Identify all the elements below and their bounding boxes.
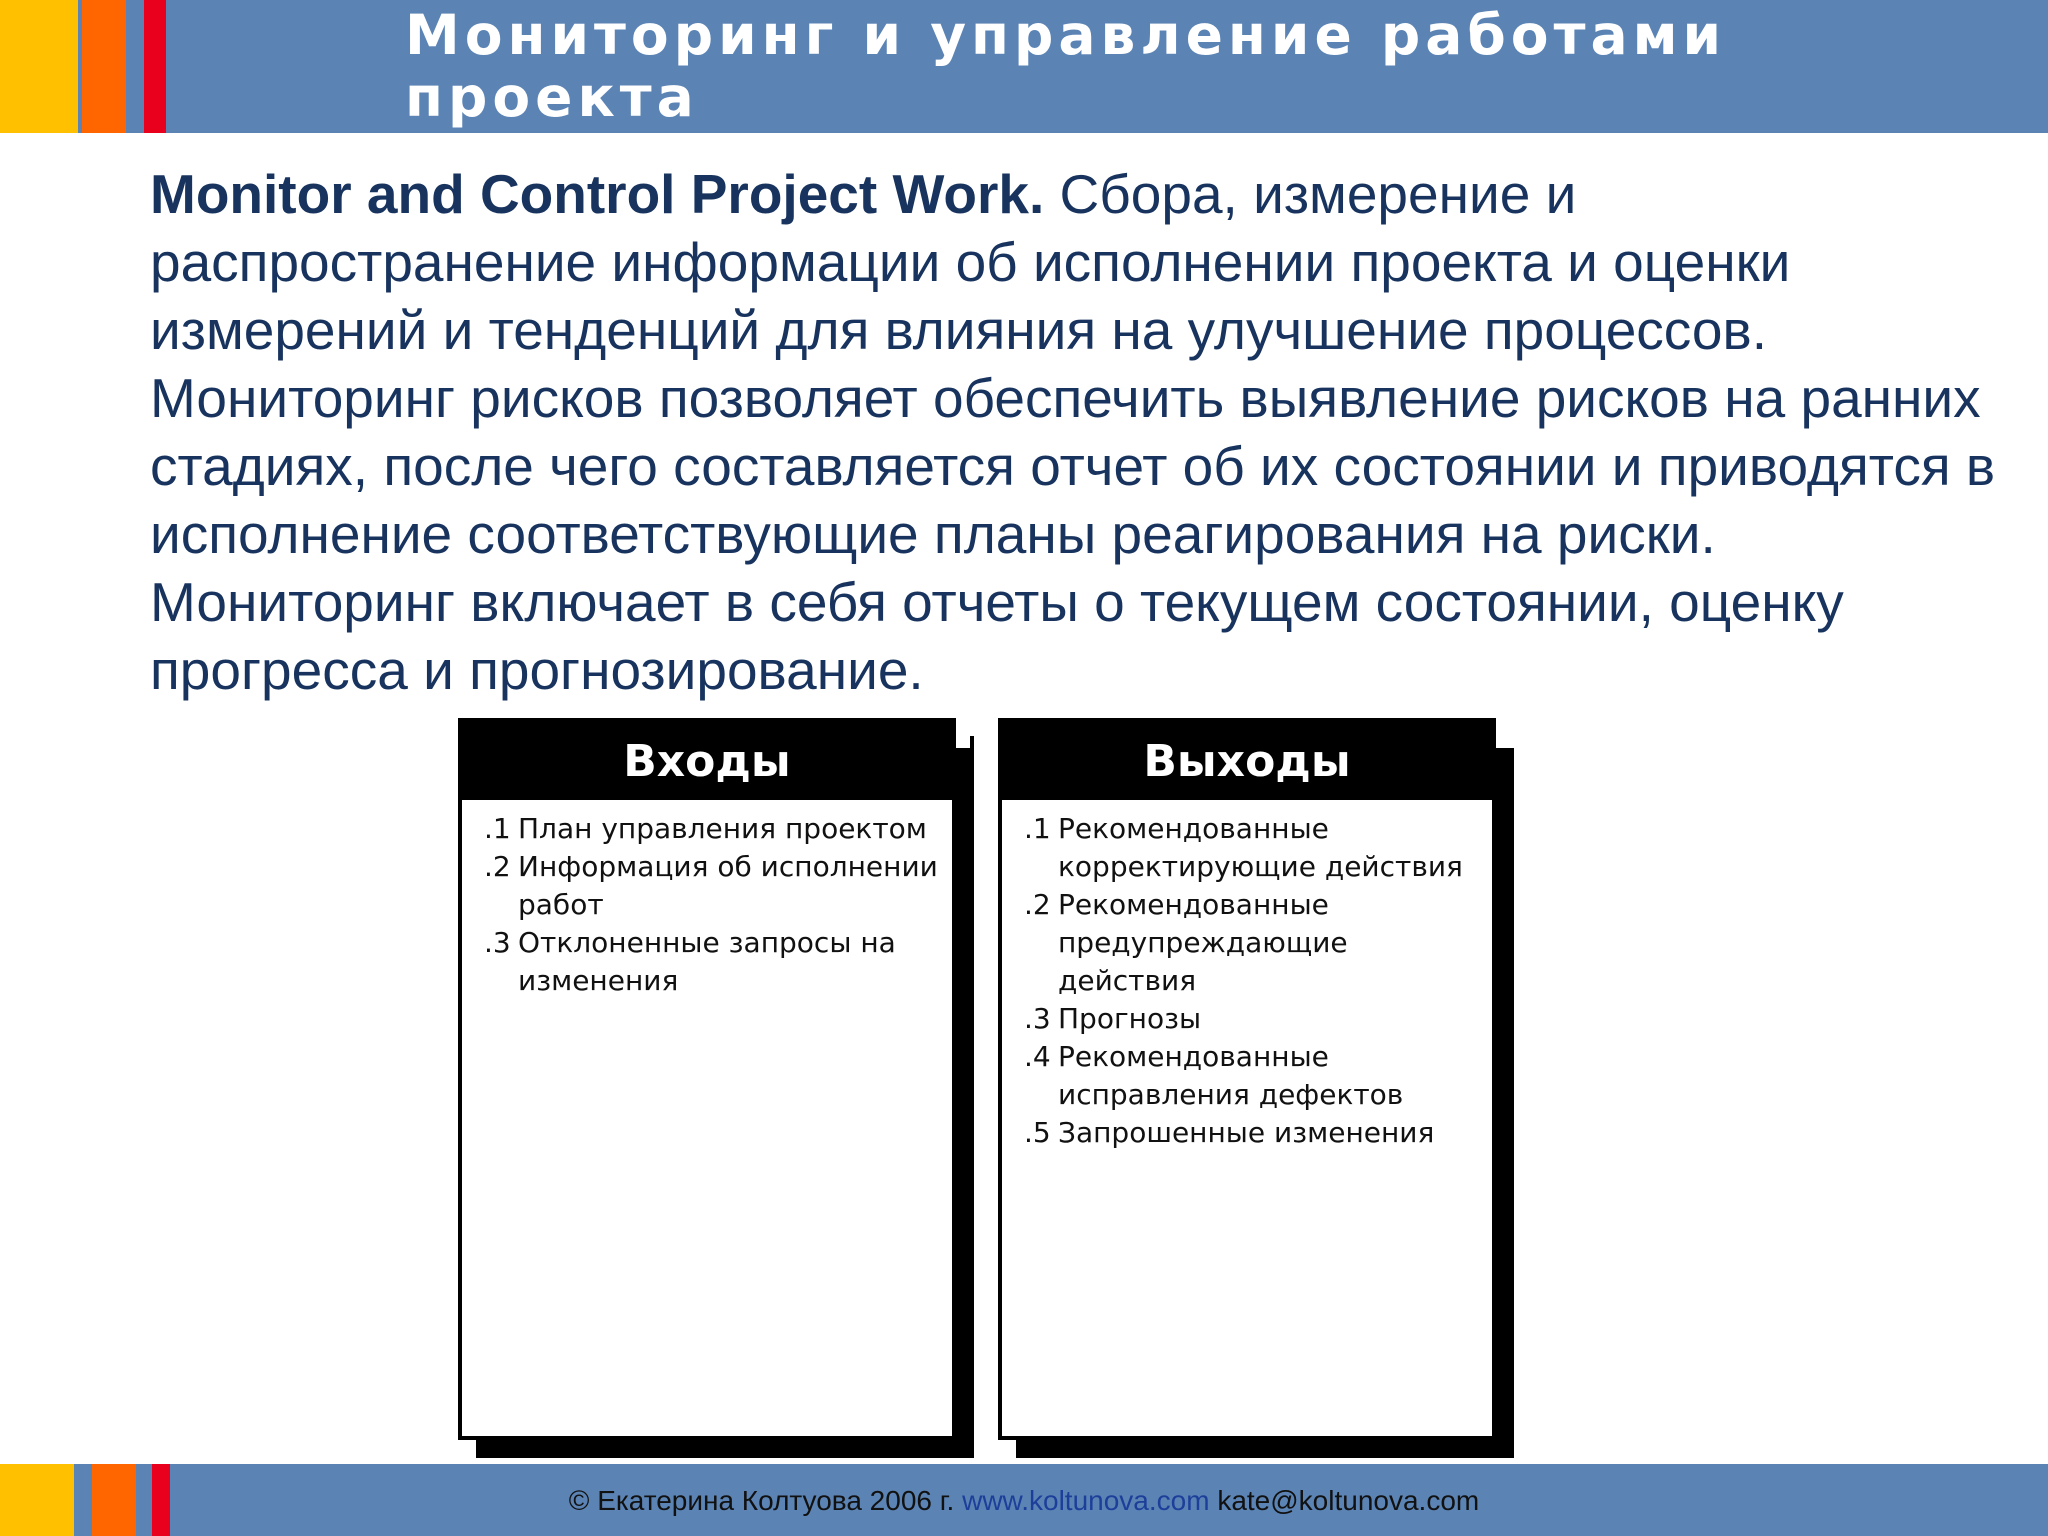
outputs-item-1-num: .1 (1024, 812, 1051, 845)
outputs-item-1-text: Рекомендованные корректирующие действия (1058, 812, 1463, 883)
footer-email[interactable]: kate@koltunova.com (1217, 1485, 1480, 1516)
footer-credits (0, 1484, 2048, 1518)
inputs-item-1 (484, 810, 944, 848)
outputs-item-5-text: Запрошенные изменения (1058, 1116, 1435, 1149)
inputs-item-3 (484, 924, 944, 1000)
outputs-item-3 (1024, 1000, 1488, 1038)
outputs-item-3-text: Прогнозы (1058, 1002, 1202, 1035)
inputs-box-notch (956, 718, 970, 748)
header-stripe-red (144, 0, 166, 133)
outputs-item-2-num: .2 (1024, 888, 1051, 921)
body-text: Сбора, измерение и распространение информации об исполнении проекта и оценки измерений и тенденций для влияния на улучшение процессов. Мониторинг рисков позволяет обеспечить выявление рисков на ранних стадиях, после чего составляется отчет об их состоянии и приводятся в исполнение соответствующие планы реагирования на риски. Мониторинг включает в себя отчеты о текущем состоянии, оценку прогресса и прогнозирование. (150, 163, 1996, 701)
inputs-item-2 (484, 848, 944, 924)
outputs-item-3-num: .3 (1024, 1002, 1051, 1035)
inputs-item-3-text: Отклоненные запросы на изменения (518, 926, 896, 997)
outputs-item-4-text: Рекомендованные исправления дефектов (1058, 1040, 1404, 1111)
footer-website-link[interactable]: www.koltunova.com (962, 1485, 1210, 1516)
outputs-item-4 (1024, 1038, 1488, 1114)
header-stripe-orange (82, 0, 126, 133)
outputs-heading: Выходы (1143, 736, 1351, 787)
header-stripe-yellow (0, 0, 78, 133)
footer-copyright: © Екатерина Колтуова 2006 г. (568, 1485, 955, 1516)
outputs-list (1024, 810, 1488, 1152)
outputs-item-2-text: Рекомендованные предупреждающие действия (1058, 888, 1348, 997)
inputs-heading: Входы (623, 736, 791, 787)
body-lead: Monitor and Control Project Work. (150, 163, 1045, 225)
inputs-item-2-num: .2 (484, 850, 511, 883)
inputs-item-2-text: Информация об исполнении работ (518, 850, 938, 921)
slide-body (150, 160, 2030, 704)
inputs-item-1-num: .1 (484, 812, 511, 845)
outputs-item-5-num: .5 (1024, 1116, 1051, 1149)
inputs-item-3-num: .3 (484, 926, 511, 959)
outputs-box-body (1002, 800, 1492, 1436)
outputs-item-5 (1024, 1114, 1488, 1152)
outputs-box-notch (1496, 718, 1514, 748)
outputs-item-4-num: .4 (1024, 1040, 1051, 1073)
inputs-list (484, 810, 944, 1000)
inputs-box-body (462, 800, 952, 1436)
slide-title: Мониторинг и управление работами проекта (405, 3, 1727, 129)
inputs-item-1-text: План управления проектом (518, 812, 927, 845)
outputs-item-2 (1024, 886, 1488, 1000)
outputs-item-1 (1024, 810, 1488, 886)
